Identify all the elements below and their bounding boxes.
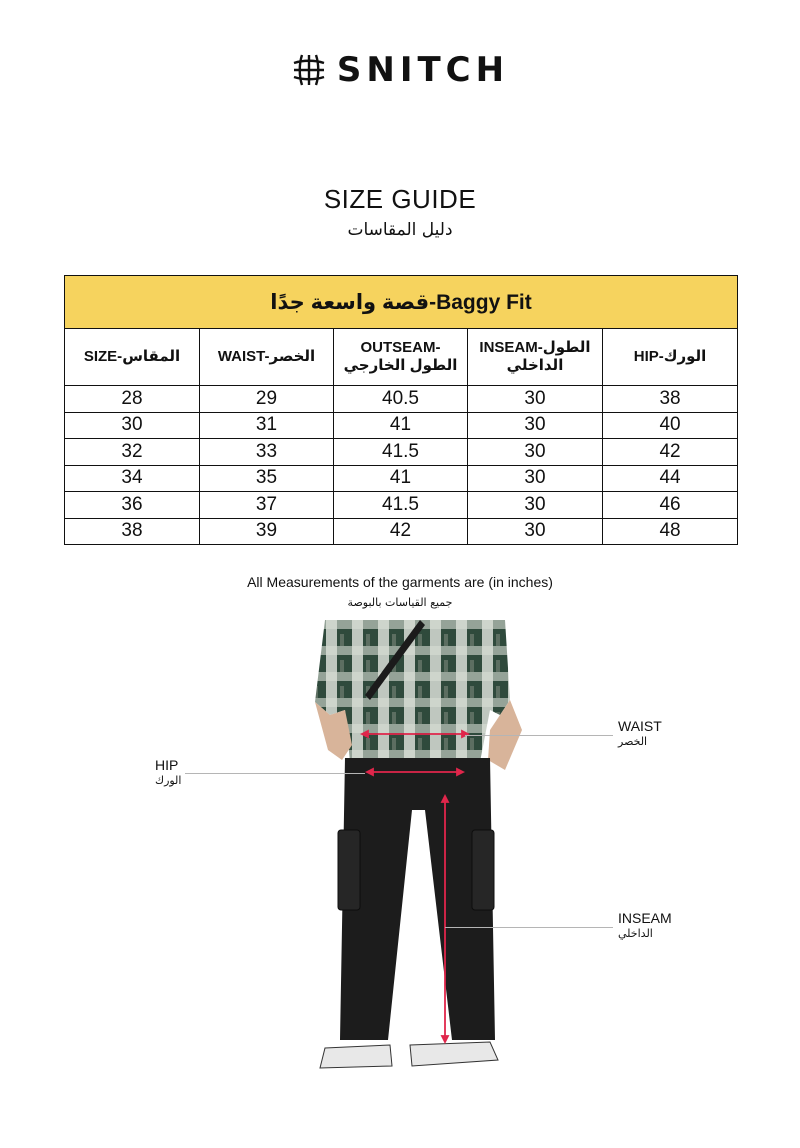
cell-waist: 37 — [200, 492, 334, 519]
cell-size: 36 — [65, 492, 200, 519]
cell-outseam: 41.5 — [334, 492, 468, 519]
cell-size: 30 — [65, 412, 200, 439]
inseam-annotation — [618, 910, 672, 942]
cell-hip: 46 — [603, 492, 738, 519]
cell-hip: 42 — [603, 439, 738, 466]
cell-waist: 35 — [200, 465, 334, 492]
hash-grid-logo-icon — [291, 52, 327, 88]
measurement-note-arabic: جميع القياسات بالبوصة — [347, 596, 453, 609]
waist-label: WAIST — [618, 718, 662, 734]
table-row — [65, 412, 738, 439]
waist-label-arabic: الخصر — [618, 735, 648, 748]
cell-inseam: 30 — [468, 518, 603, 545]
cell-size: 28 — [65, 386, 200, 413]
cell-waist: 39 — [200, 518, 334, 545]
cell-waist: 33 — [200, 439, 334, 466]
hip-label: HIP — [155, 757, 179, 773]
size-table — [64, 275, 738, 545]
cell-size: 34 — [65, 465, 200, 492]
measurement-note: All Measurements of the garments are (in inches) — [247, 574, 553, 590]
cell-inseam: 30 — [468, 465, 603, 492]
fit-header-row — [65, 276, 738, 329]
cell-hip: 44 — [603, 465, 738, 492]
cell-waist: 31 — [200, 412, 334, 439]
cell-hip: 48 — [603, 518, 738, 545]
header-inseam: INSEAM-الطول الداخلي — [468, 329, 603, 386]
column-header-row — [65, 329, 738, 386]
hip-annotation — [155, 757, 181, 789]
table-row — [65, 518, 738, 545]
table-row — [65, 386, 738, 413]
cell-inseam: 30 — [468, 412, 603, 439]
header-hip: HIP-الورك — [603, 329, 738, 386]
cell-outseam: 41.5 — [334, 439, 468, 466]
brand-logo — [0, 50, 800, 90]
waist-annotation — [618, 718, 662, 750]
page-title: SIZE GUIDE — [323, 184, 477, 214]
header-waist: WAIST-الخصر — [200, 329, 334, 386]
model-figure-illustration — [300, 620, 530, 1080]
inseam-guide-line — [445, 927, 613, 928]
header-size: SIZE-المقاس — [65, 329, 200, 386]
cell-inseam: 30 — [468, 386, 603, 413]
table-row — [65, 439, 738, 466]
table-row — [65, 492, 738, 519]
cell-outseam: 41 — [334, 412, 468, 439]
table-row — [65, 465, 738, 492]
brand-name: SNITCH — [336, 50, 510, 90]
hip-guide-line — [185, 773, 365, 774]
header-outseam: OUTSEAM- الطول الخارجي — [334, 329, 468, 386]
cell-inseam: 30 — [468, 492, 603, 519]
cell-size: 38 — [65, 518, 200, 545]
hip-label-arabic: الورك — [155, 774, 182, 787]
cell-size: 32 — [65, 439, 200, 466]
fit-label: قصة واسعة جدًا-Baggy Fit — [65, 276, 738, 329]
cell-outseam: 41 — [334, 465, 468, 492]
waist-guide-line — [465, 735, 613, 736]
cell-hip: 38 — [603, 386, 738, 413]
inseam-label: INSEAM — [618, 910, 672, 926]
cell-hip: 40 — [603, 412, 738, 439]
cell-outseam: 40.5 — [334, 386, 468, 413]
inseam-label-arabic: الداخلي — [618, 927, 653, 940]
cell-waist: 29 — [200, 386, 334, 413]
cell-inseam: 30 — [468, 439, 603, 466]
page-title-arabic: دليل المقاسات — [347, 220, 453, 240]
cell-outseam: 42 — [334, 518, 468, 545]
